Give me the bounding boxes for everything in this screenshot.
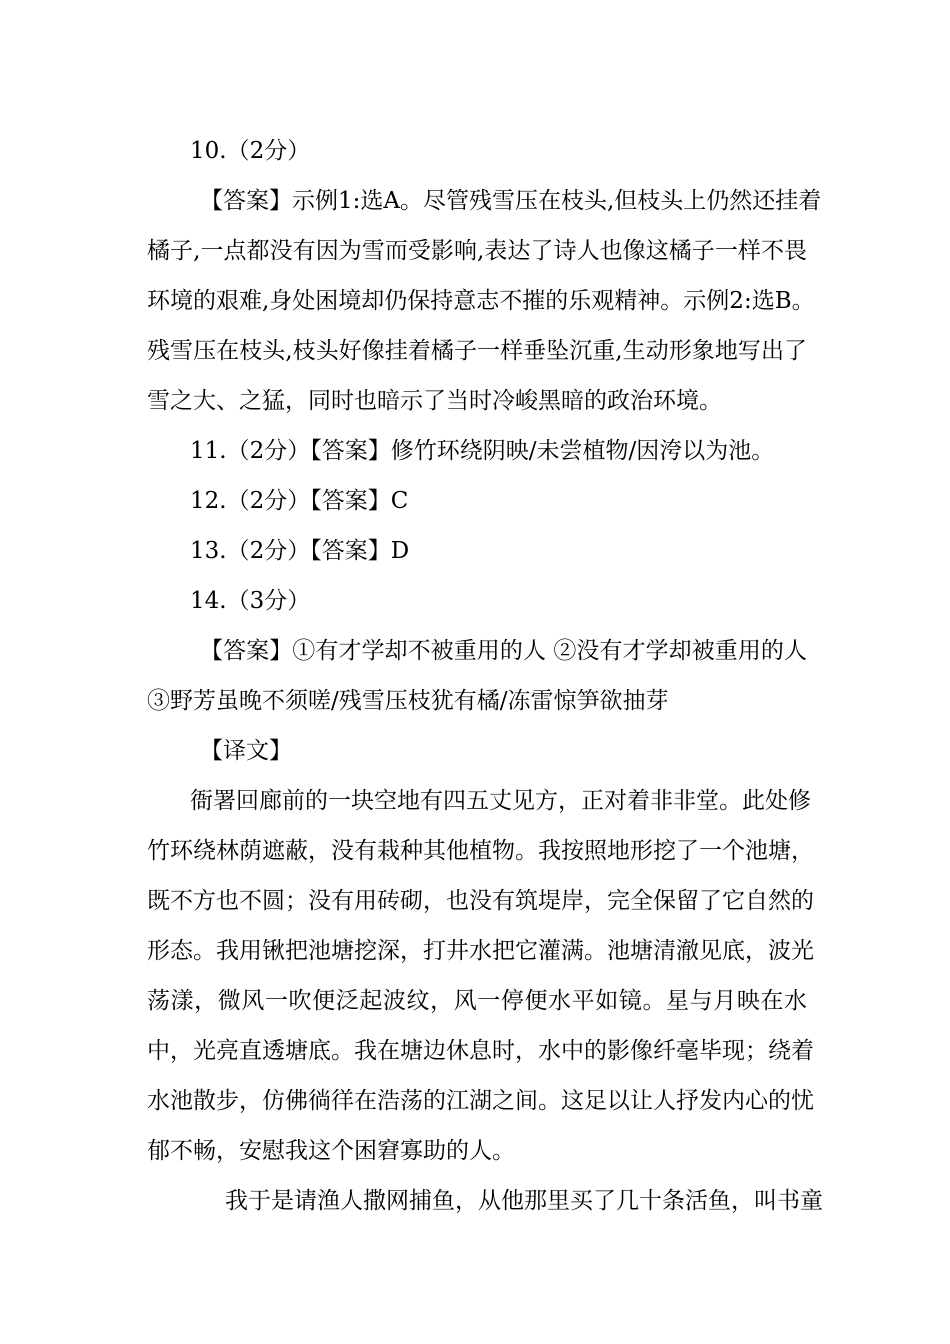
answer-10-line-5: 雪之大、之猛，同时也暗示了当时冷峻黑暗的政治环境。 — [147, 388, 722, 414]
answer-13: 13.（2分）【答案】D — [190, 538, 410, 564]
answer-10-line-3: 环境的艰难,身处困境却仍保持意志不摧的乐观精神。示例2:选B。 — [147, 288, 815, 314]
translation-line-8: 郁不畅，安慰我这个困窘寡助的人。 — [147, 1138, 515, 1164]
translation-line-6: 中，光亮直透塘底。我在塘边休息时，水中的影像纤毫毕现；绕着 — [147, 1038, 814, 1064]
translation-line-5: 荡漾，微风一吹便泛起波纹，风一停便水平如镜。星与月映在水 — [147, 988, 807, 1014]
answer-10-line-4: 残雪压在枝头,枝头好像挂着橘子一样垂坠沉重,生动形象地写出了 — [147, 338, 807, 364]
translation-line-4: 形态。我用锹把池塘挖深，打井水把它灌满。池塘清澈见底，波光 — [147, 938, 814, 964]
question-10-heading: 10.（2分） — [190, 138, 311, 164]
answer-14-line-2: ③野芳虽晚不须嗟/残雪压枝犹有橘/冻雷惊笋欲抽芽 — [147, 688, 669, 714]
answer-10-line-2: 橘子,一点都没有因为雪而受影响,表达了诗人也像这橘子一样不畏 — [147, 238, 807, 264]
translation-line-2: 竹环绕林荫遮蔽，没有栽种其他植物。我按照地形挖了一个池塘， — [147, 838, 814, 864]
translation-line-7: 水池散步，仿佛徜徉在浩荡的江湖之间。这足以让人抒发内心的忧 — [147, 1088, 814, 1114]
answer-14-line-1: 【答案】①有才学却不被重用的人 ②没有才学却被重用的人 — [200, 638, 807, 664]
question-14-heading: 14.（3分） — [190, 588, 311, 614]
translation-heading: 【译文】 — [200, 738, 292, 764]
translation-line-3: 既不方也不圆；没有用砖砌，也没有筑堤岸，完全保留了它自然的 — [147, 888, 814, 914]
answer-12: 12.（2分）【答案】C — [190, 488, 409, 514]
answer-10-line-1: 【答案】示例1:选A。尽管残雪压在枝头,但枝头上仍然还挂着 — [200, 188, 822, 214]
translation-line-1: 衙署回廊前的一块空地有四五丈见方，正对着非非堂。此处修 — [190, 788, 811, 814]
answer-11: 11.（2分）【答案】修竹环绕阴映/未尝植物/因洿以为池。 — [190, 438, 775, 464]
translation-line-9: 我于是请渔人撒网捕鱼，从他那里买了几十条活鱼，叫书童 — [225, 1188, 823, 1214]
